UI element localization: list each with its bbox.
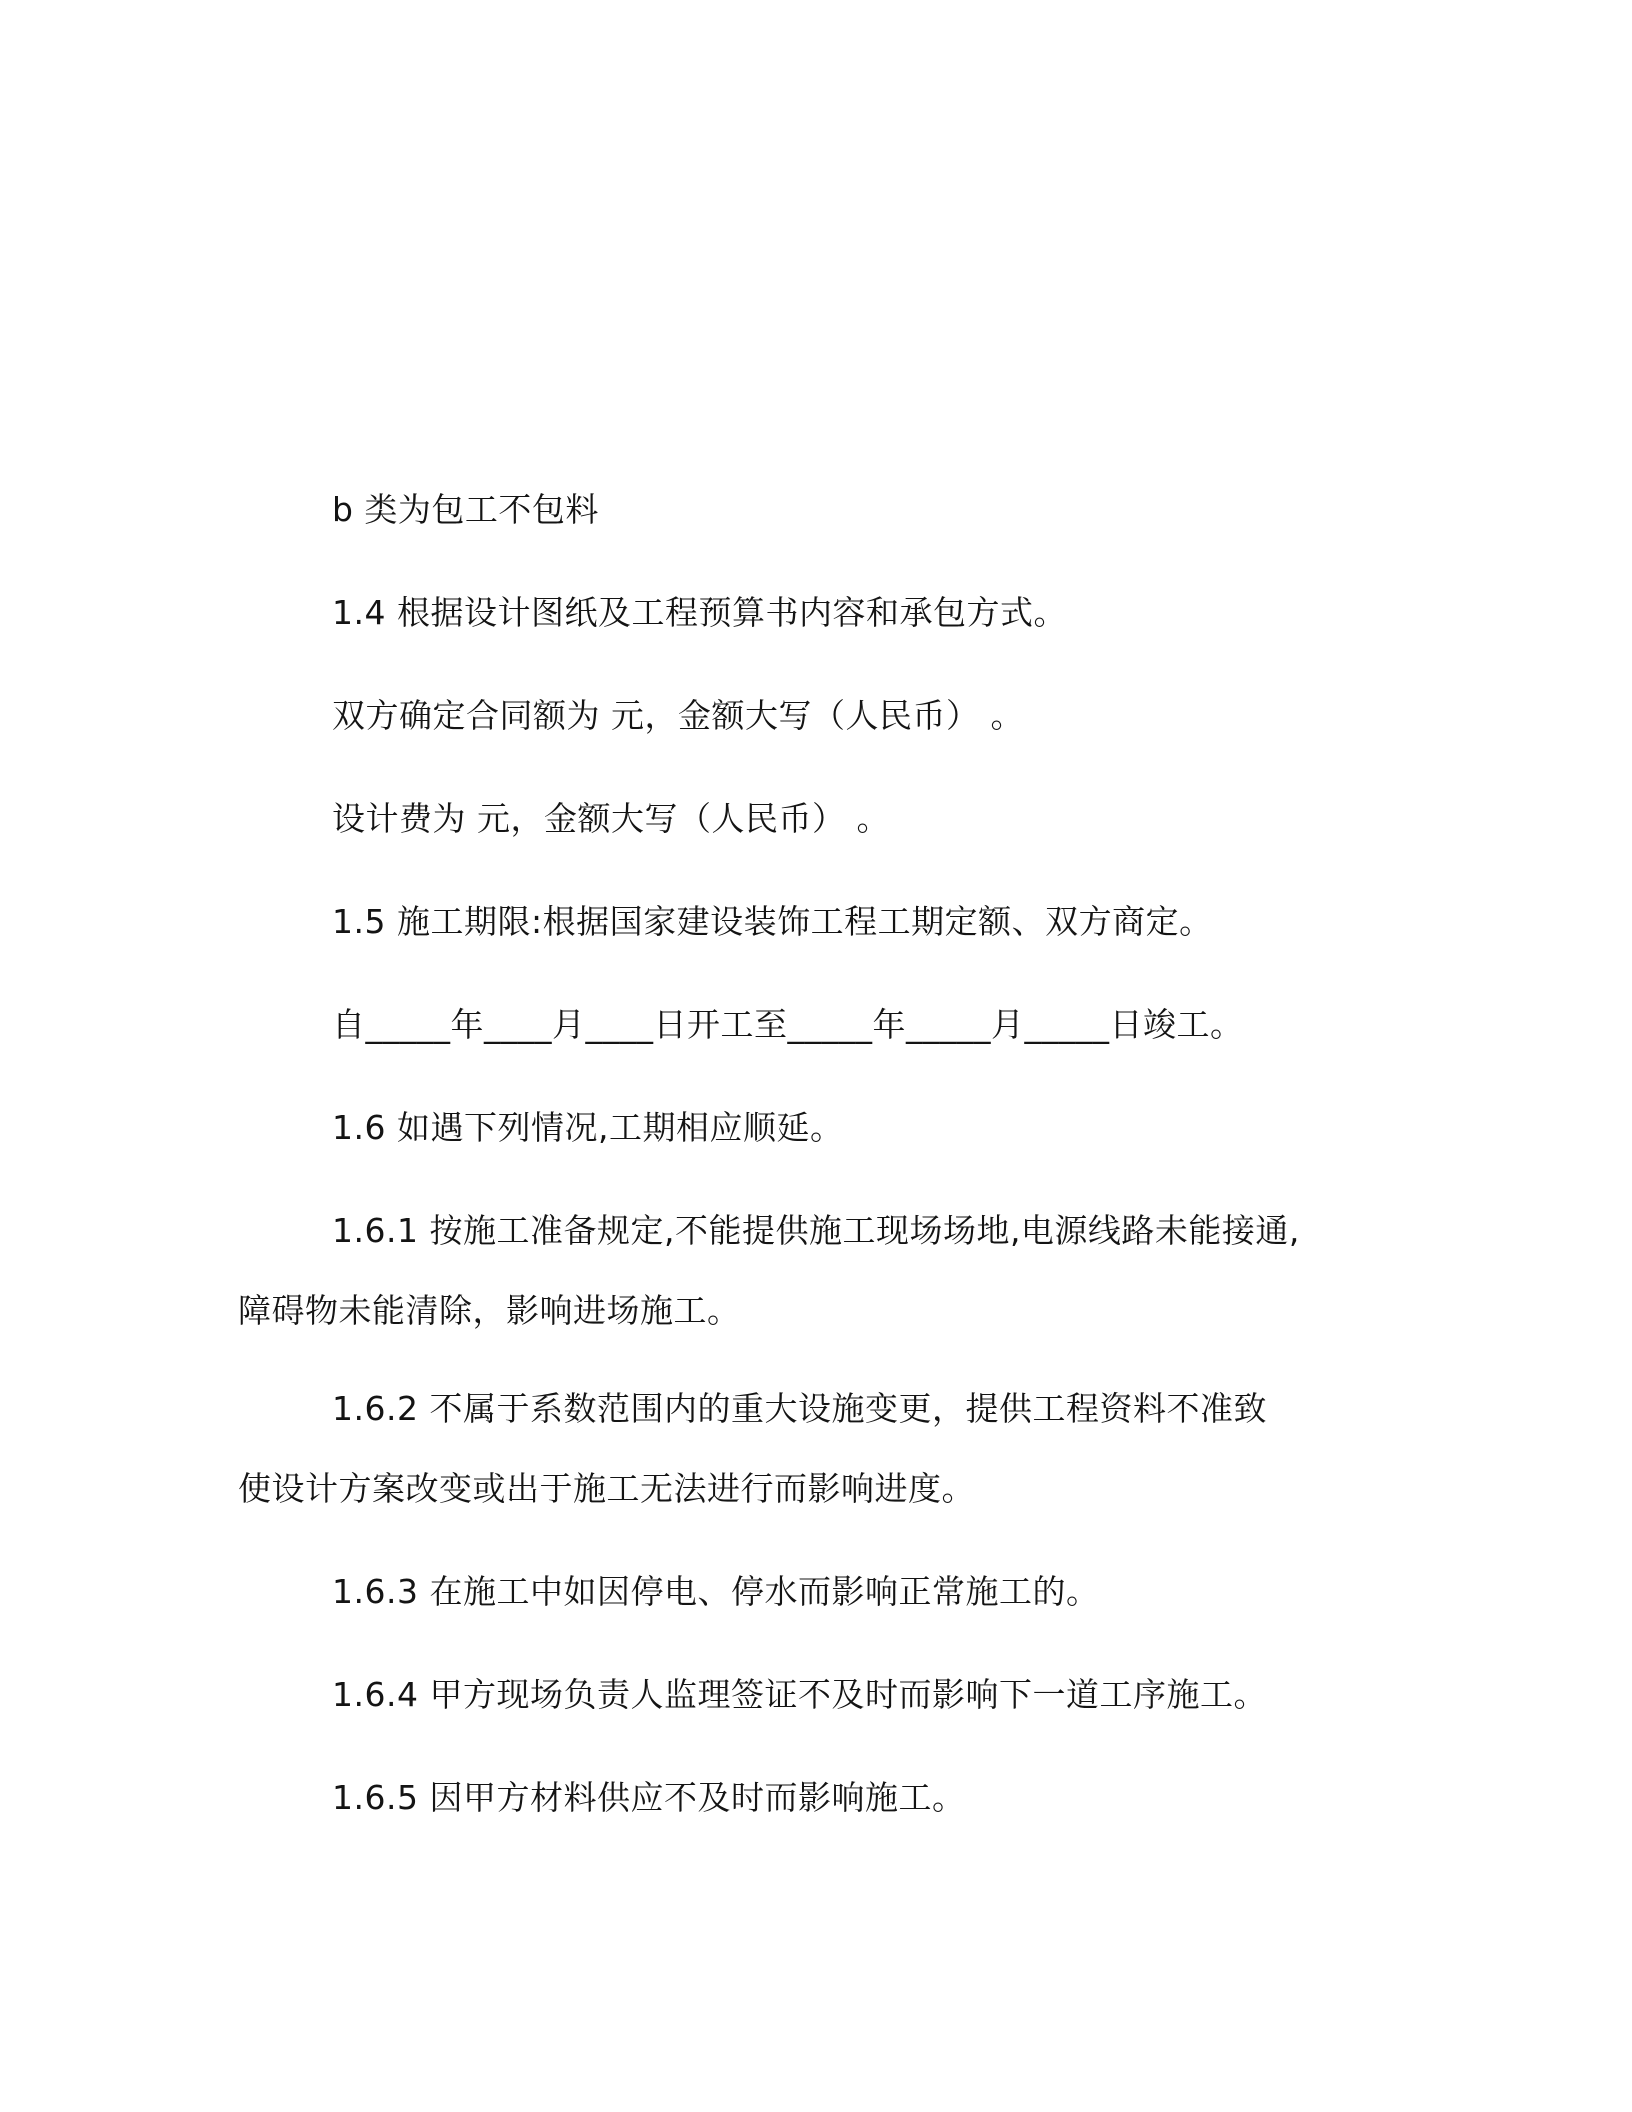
text-line-1-6-4: 1.6.4 甲方现场负责人监理签证不及时而影响下一道工序施工。 bbox=[332, 1675, 1267, 1714]
text-line-1-6: 1.6 如遇下列情况,工期相应顺延。 bbox=[332, 1108, 844, 1147]
text-line-b-category: b 类为包工不包料 bbox=[332, 490, 599, 529]
text-line-1-6-1-cont: 障碍物未能清除，影响进场施工。 bbox=[238, 1291, 741, 1330]
text-line-design-fee: 设计费为 元，金额大写（人民币） 。 bbox=[332, 799, 890, 838]
text-line-1-6-3: 1.6.3 在施工中如因停电、停水而影响正常施工的。 bbox=[332, 1572, 1100, 1611]
text-line-1-5: 1.5 施工期限:根据国家建设装饰工程工期定额、双方商定。 bbox=[332, 902, 1213, 941]
text-line-1-6-2-cont: 使设计方案改变或出于施工无法进行而影响进度。 bbox=[238, 1469, 975, 1508]
text-line-1-6-2: 1.6.2 不属于系数范围内的重大设施变更，提供工程资料不准致 bbox=[332, 1389, 1267, 1428]
text-line-1-6-5: 1.6.5 因甲方材料供应不及时而影响施工。 bbox=[332, 1778, 966, 1817]
text-line-1-4: 1.4 根据设计图纸及工程预算书内容和承包方式。 bbox=[332, 593, 1067, 632]
text-line-contract-amount: 双方确定合同额为 元，金额大写（人民币） 。 bbox=[332, 696, 1024, 735]
text-line-schedule-dates: 自_____年____月____日开工至_____年_____月_____日竣工。 bbox=[332, 1005, 1244, 1044]
text-line-1-6-1: 1.6.1 按施工准备规定,不能提供施工现场场地,电源线路未能接通, bbox=[332, 1211, 1300, 1250]
